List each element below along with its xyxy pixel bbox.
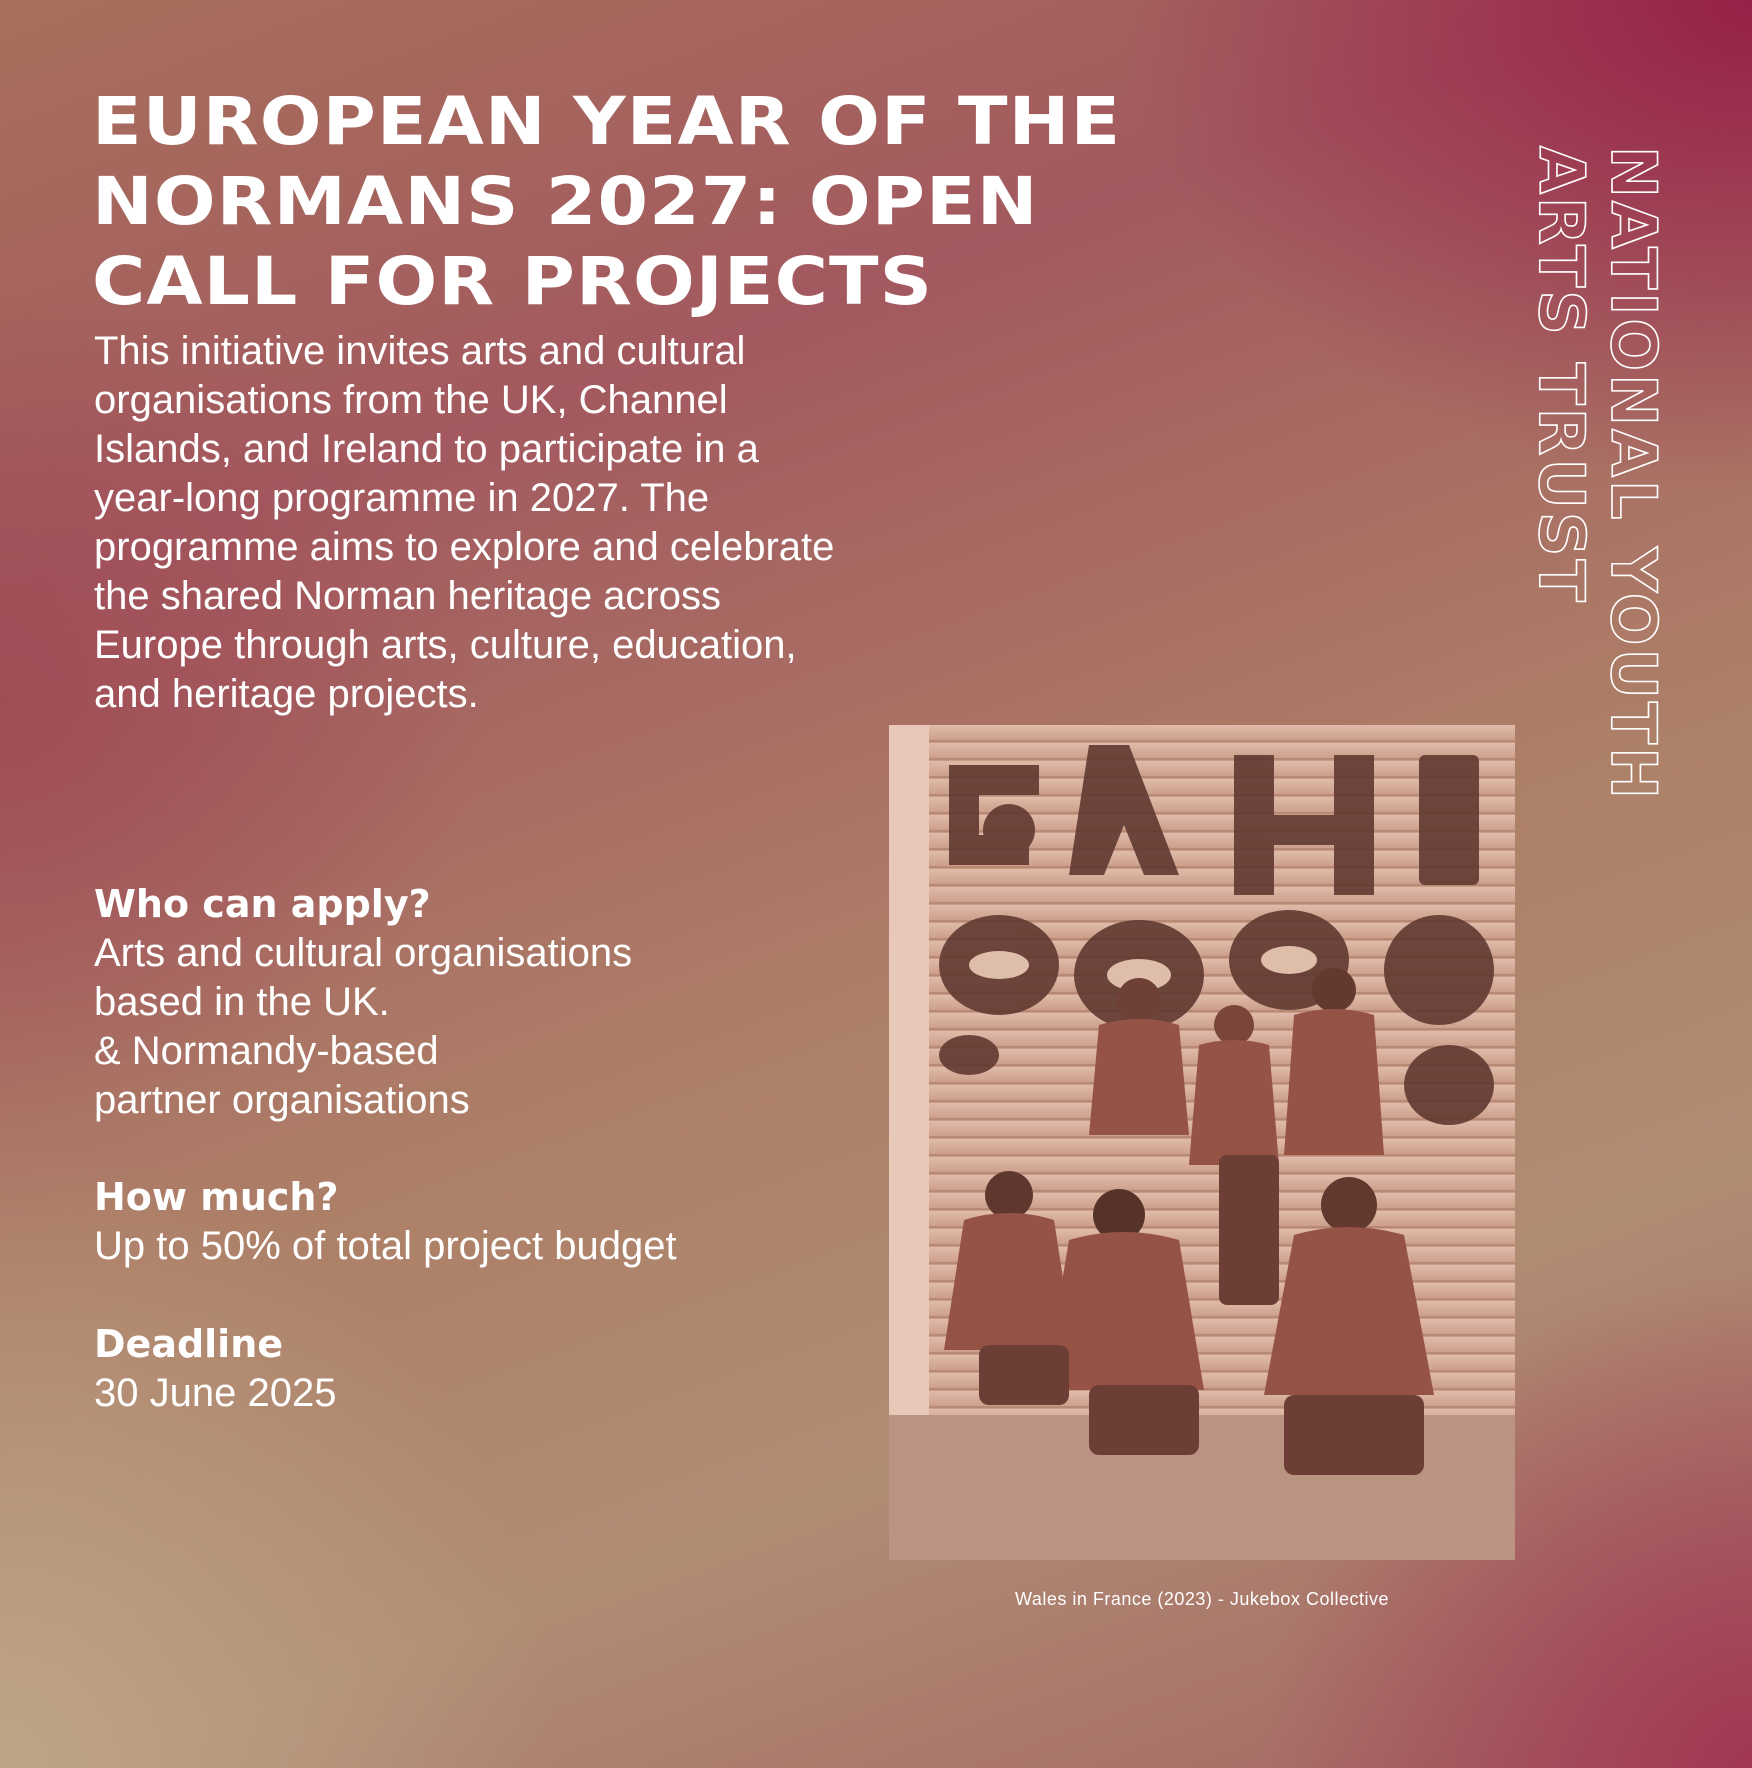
- intro-line: year-long programme in 2027. The: [94, 476, 710, 520]
- deadline-section: [94, 1320, 336, 1418]
- group-photo: [889, 725, 1515, 1560]
- eligibility-heading: Who can apply?: [94, 882, 431, 926]
- intro-line: Islands, and Ireland to participate in a: [94, 427, 759, 471]
- brand-logo: [1520, 146, 1680, 1176]
- intro-line: organisations from the UK, Channel: [94, 378, 728, 422]
- intro-line: Europe through arts, culture, education,: [94, 623, 797, 667]
- page-title: [92, 82, 1654, 322]
- deadline-heading: Deadline: [94, 1322, 284, 1366]
- intro-paragraph: [94, 327, 1084, 719]
- eligibility-line: partner organisations: [94, 1078, 470, 1122]
- brand-wordmark: [1520, 146, 1680, 1176]
- eligibility-line: & Normandy-based: [94, 1029, 439, 1073]
- eligibility-section: [94, 880, 632, 1125]
- intro-line: and heritage projects.: [94, 672, 479, 716]
- title-line: EUROPEAN YEAR OF THE: [92, 83, 1122, 160]
- photo-caption: Wales in France (2023) - Jukebox Collective: [1015, 1589, 1389, 1609]
- deadline-date: 30 June 2025: [94, 1371, 337, 1415]
- eligibility-line: based in the UK.: [94, 980, 390, 1024]
- funding-section: [94, 1173, 677, 1271]
- funding-amount: Up to 50% of total project budget: [94, 1224, 677, 1268]
- brand-line-1: NATIONAL YOUTH: [1597, 146, 1670, 803]
- brand-line-2: ARTS TRUST: [1525, 146, 1598, 605]
- eligibility-line: Arts and cultural organisations: [94, 931, 633, 975]
- intro-line: the shared Norman heritage across: [94, 574, 721, 618]
- intro-line: programme aims to explore and celebrate: [94, 525, 835, 569]
- title-line: NORMANS 2027: OPEN: [92, 163, 1039, 240]
- intro-line: This initiative invites arts and cultural: [94, 329, 746, 373]
- title-line: CALL FOR PROJECTS: [92, 243, 933, 320]
- funding-heading: How much?: [94, 1175, 339, 1219]
- group-photo-illustration: [889, 725, 1515, 1560]
